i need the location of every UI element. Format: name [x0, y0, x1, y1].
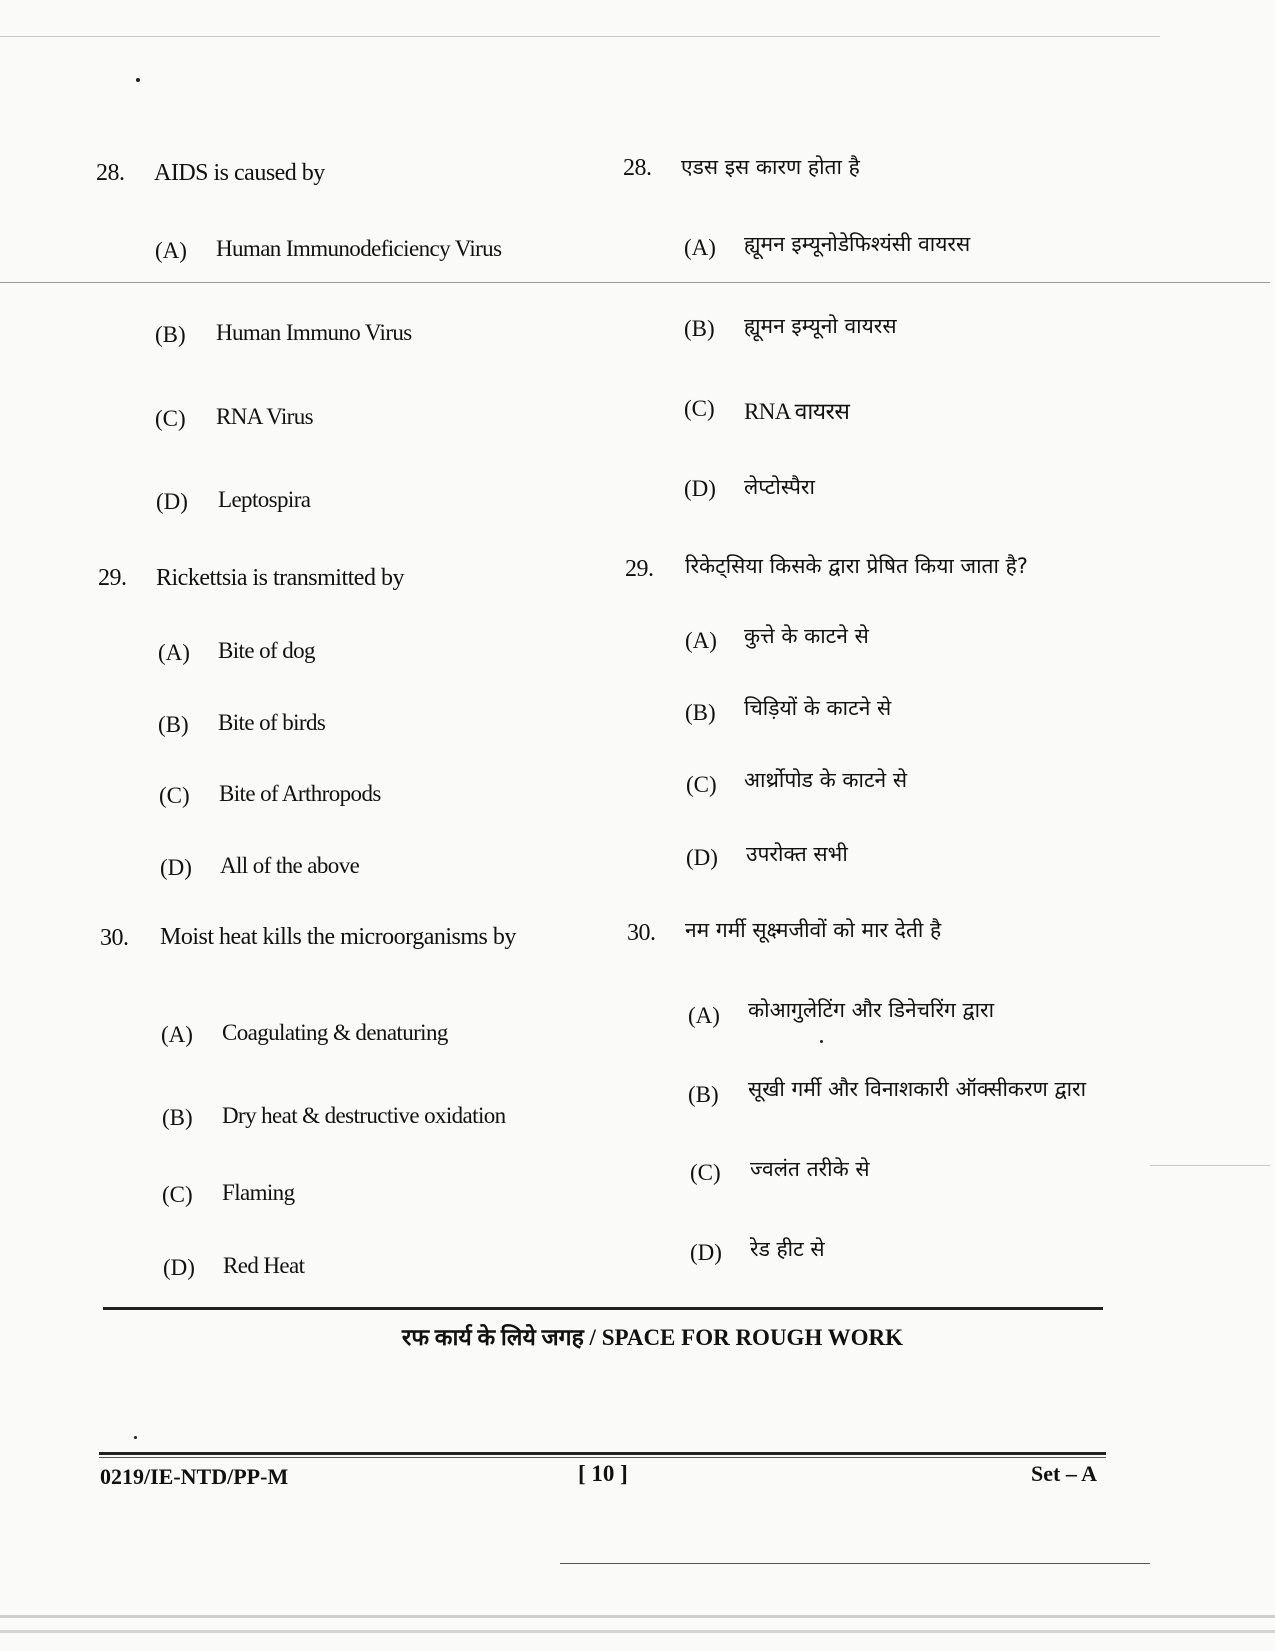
- option-letter: (C): [162, 1182, 193, 1207]
- option-text: रेड हीट से: [750, 1237, 825, 1261]
- option-text: Flaming: [222, 1180, 295, 1205]
- option-letter: (B): [162, 1105, 193, 1130]
- question-text: Moist heat kills the microorganisms by: [160, 924, 516, 950]
- option-text: Human Immuno Virus: [216, 320, 412, 345]
- scan-artifact-dot: [134, 1436, 137, 1439]
- option-text: Bite of birds: [218, 710, 326, 735]
- rough-work-heading: रफ कार्य के लिये जगह / SPACE FOR ROUGH WORK: [401, 1325, 904, 1350]
- option-letter: (D): [160, 855, 192, 880]
- option-letter: (A): [688, 1003, 720, 1028]
- footer-rule-top: [99, 1452, 1106, 1455]
- option-letter: (C): [159, 783, 190, 808]
- option-text: Coagulating & denaturing: [222, 1020, 448, 1045]
- option-letter: (D): [686, 845, 718, 870]
- option-letter: (B): [685, 700, 716, 725]
- scan-artifact-line: [0, 1615, 1275, 1618]
- option-text: RNA वायरस: [744, 399, 850, 424]
- footer-rule-bottom: [99, 1457, 1106, 1458]
- option-text: Human Immunodeficiency Virus: [216, 236, 502, 261]
- option-letter: (A): [158, 640, 190, 665]
- option-text: आर्थ्रोपोड के काटने से: [744, 768, 908, 792]
- question-text: एडस इस कारण होता है: [681, 155, 860, 179]
- option-text: चिड़ियों के काटने से: [744, 696, 892, 720]
- scan-artifact-dot: [820, 1040, 823, 1043]
- paper-code: 0219/IE-NTD/PP-M: [100, 1464, 289, 1489]
- scan-artifact-line: [0, 1630, 1275, 1633]
- option-letter: (A): [155, 238, 187, 263]
- rough-work-rule: [103, 1307, 1103, 1310]
- option-letter: (D): [163, 1255, 195, 1280]
- scan-artifact-dot: [136, 78, 140, 82]
- option-letter: (C): [686, 772, 717, 797]
- set-label: Set – A: [1031, 1461, 1097, 1486]
- option-letter: (C): [684, 396, 715, 421]
- question-number: 28.: [96, 160, 125, 186]
- question-number: 29.: [98, 565, 127, 591]
- option-letter: (D): [684, 476, 716, 501]
- question-text: नम गर्मी सूक्ष्मजीवों को मार देती है: [685, 918, 942, 942]
- option-text: ज्वलंत तरीके से: [750, 1157, 870, 1181]
- option-letter: (C): [690, 1160, 721, 1185]
- question-number: 28.: [623, 155, 652, 181]
- option-letter: (B): [155, 322, 186, 347]
- question-text: रिकेट्सिया किसके द्वारा प्रेषित किया जाता है?: [685, 554, 1028, 578]
- option-text: Bite of Arthropods: [219, 781, 381, 806]
- option-text: ह्यूमन इम्यूनोडेफिश्यंसी वायरस: [744, 232, 971, 256]
- option-text: लेप्टोस्पैरा: [744, 475, 815, 499]
- option-text: Bite of dog: [218, 638, 315, 663]
- option-letter: (B): [158, 712, 189, 737]
- question-text: Rickettsia is transmitted by: [156, 565, 404, 591]
- option-text: Leptospira: [218, 487, 311, 512]
- scan-artifact-line: [1150, 1165, 1270, 1166]
- option-letter: (D): [690, 1240, 722, 1265]
- option-text: कोआगुलेटिंग और डिनेचरिंग द्वारा: [748, 998, 995, 1022]
- question-text: AIDS is caused by: [154, 160, 325, 186]
- question-number: 30.: [627, 920, 656, 946]
- option-text: All of the above: [220, 853, 360, 878]
- option-text: उपरोक्त सभी: [746, 842, 848, 866]
- option-letter: (B): [688, 1082, 719, 1107]
- scan-artifact-line: [0, 282, 1270, 283]
- scan-artifact-line: [560, 1563, 1150, 1564]
- scan-artifact-line: [0, 36, 1160, 37]
- option-letter: (B): [684, 316, 715, 341]
- option-letter: (A): [161, 1022, 193, 1047]
- option-letter: (D): [156, 489, 188, 514]
- question-number: 29.: [625, 556, 654, 582]
- option-text: कुत्ते के काटने से: [744, 624, 869, 648]
- option-letter: (A): [685, 628, 717, 653]
- option-text: RNA Virus: [216, 404, 313, 429]
- question-number: 30.: [100, 925, 129, 951]
- option-text: Red Heat: [223, 1253, 305, 1278]
- option-letter: (C): [155, 406, 186, 431]
- option-letter: (A): [684, 235, 716, 260]
- option-text: सूखी गर्मी और विनाशकारी ऑक्सीकरण द्वारा: [748, 1077, 1087, 1101]
- page-number: [ 10 ]: [578, 1461, 628, 1486]
- option-text: ह्यूमन इम्यूनो वायरस: [744, 314, 897, 338]
- option-text: Dry heat & destructive oxidation: [222, 1103, 506, 1128]
